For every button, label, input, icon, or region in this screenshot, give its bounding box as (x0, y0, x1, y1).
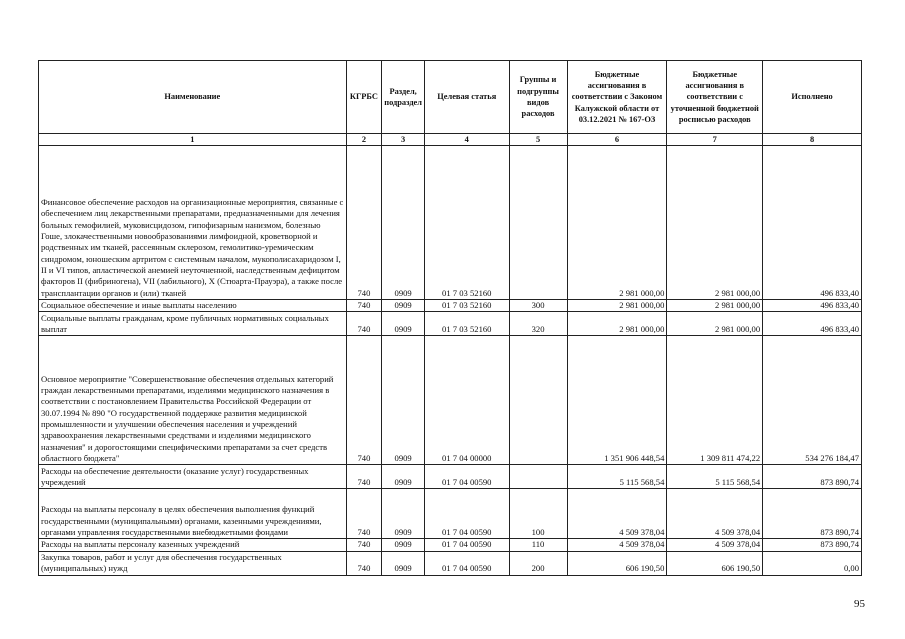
table-row (39, 146, 862, 300)
row-kgrbs: 740 (346, 336, 382, 465)
row-section: 0909 (382, 300, 425, 312)
row-target: 01 7 04 00590 (425, 465, 510, 489)
header-name: Наименование (39, 61, 347, 134)
row-section: 0909 (382, 336, 425, 465)
row-group: 100 (509, 489, 567, 539)
row-executed: 496 833,40 (763, 312, 862, 336)
column-number: 5 (509, 134, 567, 146)
page-number: 95 (854, 598, 865, 610)
table-row (39, 312, 862, 336)
row-law: 2 981 000,00 (567, 300, 667, 312)
row-target: 01 7 03 52160 (425, 300, 510, 312)
row-target: 01 7 04 00590 (425, 551, 510, 575)
row-group (509, 146, 567, 300)
column-number: 6 (567, 134, 667, 146)
table-row (39, 300, 862, 312)
row-kgrbs: 740 (346, 539, 382, 551)
row-law: 606 190,50 (567, 551, 667, 575)
header-target: Целевая статья (425, 61, 510, 134)
row-law: 2 981 000,00 (567, 146, 667, 300)
row-refined: 1 309 811 474,22 (667, 336, 763, 465)
row-name: Социальное обеспечение и иные выплаты населению (39, 300, 347, 312)
row-kgrbs: 740 (346, 465, 382, 489)
row-executed: 534 276 184,47 (763, 336, 862, 465)
row-refined: 606 190,50 (667, 551, 763, 575)
column-number: 2 (346, 134, 382, 146)
row-executed: 496 833,40 (763, 146, 862, 300)
row-kgrbs: 740 (346, 489, 382, 539)
row-name: Социальные выплаты гражданам, кроме публичных нормативных социальных выплат (39, 312, 347, 336)
row-executed: 496 833,40 (763, 300, 862, 312)
row-group: 320 (509, 312, 567, 336)
row-section: 0909 (382, 465, 425, 489)
row-law: 4 509 378,04 (567, 489, 667, 539)
row-executed: 0,00 (763, 551, 862, 575)
row-target: 01 7 03 52160 (425, 312, 510, 336)
row-executed: 873 890,74 (763, 489, 862, 539)
table-row (39, 551, 862, 575)
row-name: Расходы на выплаты персоналу в целях обеспечения выполнения функций государственными (муниципальными) органами, казенными учреждениями, органами управления государственными внебюджетными фондами (39, 489, 347, 539)
row-refined: 2 981 000,00 (667, 300, 763, 312)
table-row (39, 336, 862, 465)
header-kgrbs: КГРБС (346, 61, 382, 134)
column-number: 8 (763, 134, 862, 146)
header-refined: Бюджетные ассигнования в соответствии с уточненной бюджетной росписью расходов (667, 61, 763, 134)
row-section: 0909 (382, 489, 425, 539)
row-section: 0909 (382, 312, 425, 336)
header-group: Группы и подгруппы видов расходов (509, 61, 567, 134)
row-target: 01 7 04 00000 (425, 336, 510, 465)
row-executed: 873 890,74 (763, 465, 862, 489)
column-number: 4 (425, 134, 510, 146)
row-target: 01 7 03 52160 (425, 146, 510, 300)
row-refined: 2 981 000,00 (667, 312, 763, 336)
table-row (39, 539, 862, 551)
table-row (39, 489, 862, 539)
row-kgrbs: 740 (346, 146, 382, 300)
row-name: Расходы на обеспечение деятельности (оказание услуг) государственных учреждений (39, 465, 347, 489)
table-row (39, 465, 862, 489)
row-law: 1 351 906 448,54 (567, 336, 667, 465)
row-refined: 2 981 000,00 (667, 146, 763, 300)
row-group: 300 (509, 300, 567, 312)
row-name: Основное мероприятие "Совершенствование обеспечения отдельных категорий граждан лекарственными препаратами, изделиями медицинского назначения в соответствии с постановлением Правительства Российской Федерации от 30.07.1994 № 890 "О государственной поддержке развития медицинской промышленности и улучшении обеспечения населения и учреждений здравоохранения лекарственными средствами и изделиями медицинского назначения" и дорогостоящими специфическими препаратами за счет средств областного бюджета" (39, 336, 347, 465)
header-executed: Исполнено (763, 61, 862, 134)
row-name: Финансовое обеспечение расходов на организационные мероприятия, связанные с обеспечением лиц лекарственными препаратами, предназначенными для лечения больных гемофилией, муковисцидозом, гипофизарным нанизмом, болезнью Гоше, злокачественными новообразованиями лимфоидной, кроветворной и родственных им тканей, рассеянным склерозом, гемолитико-уремическим синдромом, юношеским артритом с системным началом, мукополисахаридозом I, II и VI типов, апластической анемией неуточненной, наследственным дефицитом факторов II (фибриногена), VII (лабильного), X (Стюарта-Прауэра), а также после трансплантации органов и (или) тканей (39, 146, 347, 300)
row-executed: 873 890,74 (763, 539, 862, 551)
column-number: 7 (667, 134, 763, 146)
row-section: 0909 (382, 551, 425, 575)
header-row (39, 61, 862, 134)
budget-table (38, 60, 862, 576)
header-law: Бюджетные ассигнования в соответствии с Законом Калужской области от 03.12.2021 № 167-ОЗ (567, 61, 667, 134)
row-law: 5 115 568,54 (567, 465, 667, 489)
row-group (509, 465, 567, 489)
row-kgrbs: 740 (346, 551, 382, 575)
row-kgrbs: 740 (346, 300, 382, 312)
row-target: 01 7 04 00590 (425, 489, 510, 539)
row-kgrbs: 740 (346, 312, 382, 336)
row-refined: 4 509 378,04 (667, 539, 763, 551)
row-group: 200 (509, 551, 567, 575)
column-number-row (39, 134, 862, 146)
column-number: 3 (382, 134, 425, 146)
row-group: 110 (509, 539, 567, 551)
row-section: 0909 (382, 146, 425, 300)
row-group (509, 336, 567, 465)
row-name: Закупка товаров, работ и услуг для обеспечения государственных (муниципальных) нужд (39, 551, 347, 575)
row-law: 2 981 000,00 (567, 312, 667, 336)
header-section: Раздел, подраздел (382, 61, 425, 134)
column-number: 1 (39, 134, 347, 146)
row-law: 4 509 378,04 (567, 539, 667, 551)
row-section: 0909 (382, 539, 425, 551)
row-target: 01 7 04 00590 (425, 539, 510, 551)
row-refined: 5 115 568,54 (667, 465, 763, 489)
row-name: Расходы на выплаты персоналу казенных учреждений (39, 539, 347, 551)
row-refined: 4 509 378,04 (667, 489, 763, 539)
